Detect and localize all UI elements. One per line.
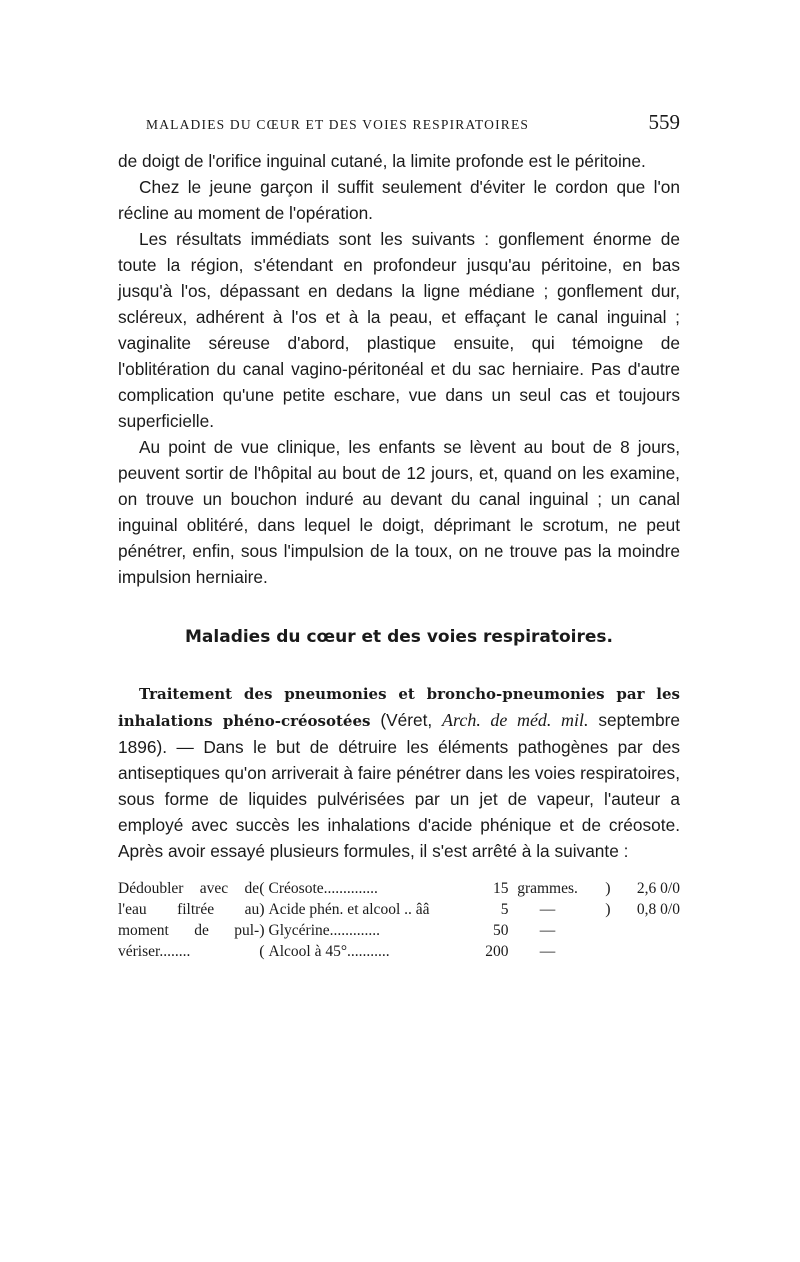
formula-ingredients [269,878,606,962]
ingredient-name: Acide phén. et alcool .. ââ [268,901,430,918]
right-brace: ) ) [605,880,611,918]
formula-percentages [615,878,680,920]
ingredient-qty: 5 [500,901,509,918]
entry-citation-open: (Véret, [370,710,443,730]
ingredient-row [269,941,606,962]
running-head-title: MALADIES DU CŒUR ET DES VOIES RESPIRATOIRES [146,117,530,132]
ingredient-row [269,899,606,920]
percentage: 2,6 0/0 [636,880,680,897]
ingredient-unit: — [539,922,556,939]
instruction-line: vériser........ [118,943,191,960]
ingredient-row [269,878,606,899]
left-brace: ( ) ) ( [259,880,265,960]
paragraph: de doigt de l'orifice inguinal cutané, la limite profonde est le péritoine. [118,151,646,171]
ingredient-unit: — [539,901,556,918]
instruction-line: Dédoubler avec de [118,880,260,897]
paragraph: Les résultats immédiats sont les suivants : gonflement énorme de toute la région, s'étendant en profondeur jusqu'au péritoine, en bas jusqu'à l'os, dépassant en dedans la ligne médiane ; gonflement dur, scléreux, adhérent à l'os et à la peau, et effaçant le canal inguinal ; vaginalite séreuse d'abord, plastique ensuite, qui témoigne de l'oblitération du canal vagino-péritonéal et du sac herniaire. Pas d'autre complication qu'une petite eschare, vue dans un seul cas et toujours superficielle. [118,229,680,431]
ingredient-unit: grammes. [517,880,578,897]
ingredient-qty: 200 [485,943,509,960]
body-text [118,148,680,864]
paragraph: Chez le jeune garçon il suffit seulement d'éviter le cordon que l'on récline au moment de l'opération. [118,177,680,223]
running-head [118,110,680,148]
instruction-line: l'eau filtrée au [118,901,260,918]
entry-text: septembre 1896). — Dans le but de détruire les éléments pathogènes par des antiseptiques qu'on arriverait à faire pénétrer dans les voies respiratoires, sous forme de liquides pulvérisées par un jet de vapeur, l'auteur a employé avec succès les inhalations d'acide phénique et de créosote. Après avoir essayé plusieurs formules, il s'est arrêté à la suivante : [118,710,680,861]
page-number: 559 [648,110,680,134]
paragraph: Au point de vue clinique, les enfants se lèvent au bout de 8 jours, peuvent sortir de l'hôpital au bout de 12 jours, et, quand on les examine, on trouve un bouchon induré au devant du canal inguinal ; un canal inguinal oblitéré, dans lequel le doigt, déprimant le scrotum, ne peut pénétrer, enfin, sous l'impulsion de la toux, on ne trouve pas la moindre impulsion herniaire. [118,437,680,587]
formula [118,878,680,962]
ingredient-name: Glycérine............. [268,922,381,939]
ingredient-qty: 50 [493,922,509,939]
page [118,110,680,962]
entry-title: Traitement des pneumonies et broncho-pneumonies par les inhalations phéno-créosotées [118,685,680,730]
formula-instruction [118,878,259,962]
ingredient-name: Alcool à 45°........... [268,943,390,960]
ingredient-qty: 15 [493,880,509,897]
entry-paragraph [118,680,680,864]
section-heading: Maladies du cœur et des voies respiratoires. [185,627,613,647]
percentage: 0,8 0/0 [636,901,680,918]
instruction-line: moment de pul- [118,922,260,939]
ingredient-name: Créosote.............. [268,880,378,897]
ingredient-row [269,920,606,941]
entry-journal: Arch. de méd. mil. [442,710,589,730]
ingredient-unit: — [539,943,556,960]
